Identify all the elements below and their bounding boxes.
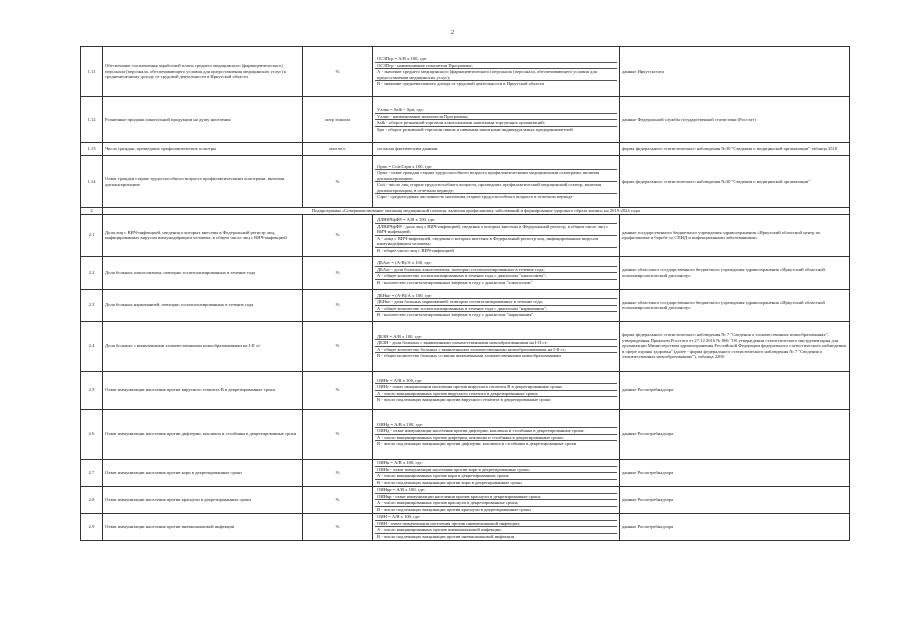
table-row <box>81 486 850 513</box>
formula-line: Sрп - оборот розничной торговли пивом и пивными напитками индивидуальных предпринимателей <box>377 126 573 132</box>
table-row <box>81 214 850 256</box>
table-row <box>81 513 850 540</box>
indicator-number: 2.4 <box>81 321 103 371</box>
indicator-number: 1.13 <box>81 143 103 156</box>
indicator-source: форма федерального статистического наблюдения №30 "Сведения о медицинской организации" таблица 2510 <box>620 143 850 156</box>
table-row <box>81 256 850 289</box>
indicator-unit: % <box>303 409 373 459</box>
indicator-unit: % <box>303 47 373 97</box>
formula-line: ОСЗПср = А/В х 100, где: <box>375 56 617 63</box>
formula-line: В - общее число лиц с ВИЧ-инфекцией <box>377 247 454 253</box>
formula-line: ОИН - охват иммунизации населения против пневмококковой инфекции; <box>375 521 617 528</box>
indicator-unit: % <box>303 486 373 513</box>
formula-line: ОИНкр - охват иммунизации населения против краснухи в декретированные сроки; <box>375 494 617 501</box>
indicator-source: форма федерального статистического наблюдения №30 "Сведения о медицинской организации" <box>620 156 850 208</box>
formula-line: В - общее количество больных со вновь выявленными злокачественными новообразованиями <box>377 353 561 358</box>
indicator-formula <box>373 371 620 409</box>
section-number: 2 <box>81 208 103 215</box>
indicator-name: Доля больных алкоголизмом, повторно госпитализированных в течение года <box>103 256 303 289</box>
formula-line: А - общее количество госпитализированных в течение года с диагнозом "наркомания"; <box>375 306 617 313</box>
table-row <box>81 321 850 371</box>
formula-line: ДБАлг = (А-В)/А х 100, где: <box>375 260 617 267</box>
indicator-unit: % <box>303 459 373 486</box>
formula-line: ОИНк - охват иммунизации населения против кори в декретированные сроки; <box>375 467 617 474</box>
indicator-formula <box>373 97 620 143</box>
indicator-source: данные Роспотребнадзора <box>620 371 850 409</box>
indicator-number: 2.3 <box>81 289 103 321</box>
formula-line: ОИНкр = А/В х 100, где: <box>375 487 617 494</box>
indicator-source: данные Роспотребнадзора <box>620 486 850 513</box>
indicator-source: данные областного государственного бюджетного учреждения здравоохранения «Иркутский областной психоневрологический диспансер» <box>620 256 850 289</box>
formula-line: Vалко = Salk ÷ Sрп, где: <box>375 107 617 114</box>
formula-line: В - число подлежащих вакцинации против кори в декретированные сроки <box>377 479 522 485</box>
indicator-unit: литр этанола <box>303 97 373 143</box>
indicator-number: 1.12 <box>81 97 103 143</box>
formula-line: согласно фактическим данным <box>377 146 438 152</box>
formula-line: Vалко - наименование показателя Программы; <box>375 114 617 121</box>
indicator-number: 2.1 <box>81 214 103 256</box>
indicator-name: Охват иммунизации населения против пневмококковой инфекции <box>103 513 303 540</box>
indicators-table <box>80 46 850 541</box>
formula-line: ОИНг - охват иммунизации населения против вирусного гепатита В в декретированные сроки; <box>375 384 617 391</box>
formula-line: А - общее количество больных с выявленными злокачественными новообразованиями на I-II ст; <box>375 347 617 354</box>
indicator-source: форма федерального статистического наблюдения № 7 "Сведения о злокачественных новообразованиях", утвержденная Приказом Росстата от 27.12.2016 № 866 "Об утверждении статистического инструментария для организации Министерством здравоохранения Российской Федерации федерального статистического наблюдения в сфере охраны здоровья" (далее - форма федерального статистического наблюдения № 7 "Сведения о злокачественных новообразованиях"), таблица 2200 <box>620 321 850 371</box>
indicator-source: данные Роспотребнадзора <box>620 409 850 459</box>
indicator-name: Охват иммунизации населения против дифтерии, коклюша и столбняка в декретированные сроки <box>103 409 303 459</box>
formula-line: Орпо = Сoit/Сзрп х 100, где: <box>375 164 617 171</box>
formula-line: ОИНд = А/В х 100, где: <box>375 422 617 429</box>
formula-line: ДЛВИЧфФР = А/В х 100, где: <box>375 217 617 224</box>
formula-line: ОИНк = А/В х 100, где: <box>375 460 617 467</box>
indicator-unit: % <box>303 156 373 208</box>
indicator-unit: % <box>303 289 373 321</box>
indicator-number: 2.5 <box>81 371 103 409</box>
formula-line: ОИНд - охват иммунизации населения против дифтерии, коклюша и столбняка в декретированные сроки; <box>375 428 617 435</box>
table-row <box>81 156 850 208</box>
formula-line: Орпо - охват граждан старше трудоспособного возраста профилактическими медицинскими осмотрами, включая диспансеризацию; <box>375 170 617 182</box>
table-row <box>81 143 850 156</box>
indicator-name: Розничные продажи алкогольной продукции на душу населения <box>103 97 303 143</box>
indicator-number: 2.2 <box>81 256 103 289</box>
indicator-number: 2.7 <box>81 459 103 486</box>
indicator-number: 2.9 <box>81 513 103 540</box>
formula-line: А - общее количество госпитализированных в течение года с диагнозом "алкоголизм"; <box>375 273 617 280</box>
indicator-name: Доля больных наркоманией, повторно госпитализированных в течение года <box>103 289 303 321</box>
formula-line: В - число подлежащих вакцинации против пневмококковой инфекции <box>377 533 515 539</box>
indicator-source: данные Роспотребнадзора <box>620 459 850 486</box>
indicator-number: 1.14 <box>81 156 103 208</box>
formula-line: ОИНг = А/В х 100, где: <box>375 378 617 385</box>
indicator-formula <box>373 143 620 156</box>
table-row <box>81 459 850 486</box>
indicator-formula <box>373 289 620 321</box>
indicator-number: 2.6 <box>81 409 103 459</box>
indicator-name: Число граждан, прошедших профилактические осмотры <box>103 143 303 156</box>
section-title: Подпрограмма «Совершенствование оказания медицинской помощи, включая профилактику заболеваний и формирование здорового образа жизни» на 2019-2024 годы <box>103 208 850 215</box>
indicator-unit: % <box>303 371 373 409</box>
formula-line: Salk - оборот розничной торговли алкогольными напитками торгующих организаций; <box>375 120 617 127</box>
indicator-name: Доля больных с выявленными злокачественными новообразованиями на I-II ст. <box>103 321 303 371</box>
indicator-source: данные Иркутскстата <box>620 47 850 97</box>
formula-line: В - значение среднемесячного дохода от трудовой деятельности в Иркутской области <box>377 81 545 87</box>
indicator-number: 2.8 <box>81 486 103 513</box>
indicator-unit: % <box>303 214 373 256</box>
formula-line: А - лица с ВИЧ-инфекцией, сведения о которых внесены в Федеральный регистр лиц, инфицированных вирусом иммунодефицита человека; <box>375 236 617 248</box>
indicator-number: 1.11 <box>81 47 103 97</box>
formula-line: ДБЗН = А/В х 100, где: <box>375 334 617 341</box>
formula-line: ОИН = А/В х 100, где: <box>375 514 617 521</box>
indicator-unit: % <box>303 321 373 371</box>
indicator-unit: % <box>303 256 373 289</box>
formula-line: В - число подлежащих вакцинации против краснухи в декретированные сроки <box>377 506 531 512</box>
formula-line: Сзрп - среднегодовая численность населения старше трудоспособного возраста в отчетном периоде <box>377 194 573 199</box>
indicator-formula <box>373 486 620 513</box>
indicator-formula <box>373 214 620 256</box>
indicator-name: Доля лиц с ВИЧ-инфекцией, сведения о которых внесены в Федеральный регистр лиц, инфицированных вирусом иммунодефицита человека, в общем числе лиц с ВИЧ-инфекцией <box>103 214 303 256</box>
formula-line: В - число подлежащих вакцинации против дифтерии, коклюша и столбняка в декретированные сроки <box>377 441 577 446</box>
formula-line: ДБНнг = (А-В)/А х 100, где: <box>375 293 617 300</box>
indicator-source: данные Роспотребнадзора <box>620 513 850 540</box>
table-row <box>81 409 850 459</box>
indicator-formula <box>373 459 620 486</box>
table-row <box>81 371 850 409</box>
formula-line: А - значение среднего медицинского (фармацевтического) персонала (персонала, обеспечивающего условия для предоставления медицинских услуг); <box>375 69 617 81</box>
formula-line: ДБЗН - доля больных с выявленными злокачественными новообразованиями на I-II ст; <box>375 340 617 347</box>
formula-line: В - количество госпитализированных впервые в году с диагнозом "алкоголизм" <box>377 279 533 285</box>
formula-line: ДБНнг - доля больных наркоманией, повторно госпитализированных в течение года; <box>375 299 617 306</box>
indicator-formula <box>373 256 620 289</box>
formula-line: ДБАлг - доля больных алкоголизмом, повторно госпитализированных в течение года; <box>375 267 617 274</box>
indicator-name: Обеспечение соотношения заработной платы среднего медицинского (фармацевтического) персонала (персонала, обеспечивающего условия для предоставления медицинских услуг) к среднемесячному доходу от трудовой деятельности в Иркутской области <box>103 47 303 97</box>
page-number: 2 <box>451 30 454 36</box>
indicator-unit: % <box>303 513 373 540</box>
formula-line: Сoit - число лиц старше трудоспособного возраста, прошедших профилактический медицинский осмотр, включая диспансеризацию, в отчетном периоде; <box>375 182 617 194</box>
indicator-formula <box>373 409 620 459</box>
table-row <box>81 289 850 321</box>
indicator-name: Охват иммунизации населения против вирусного гепатита В в декретированные сроки <box>103 371 303 409</box>
indicator-formula <box>373 47 620 97</box>
indicator-name: Охват иммунизации населения против кори в декретированные сроки <box>103 459 303 486</box>
indicator-source: данные Федеральной службы государственной статистики (Росстат) <box>620 97 850 143</box>
formula-line: А - число вакцинированных против вирусного гепатита в декретированные сроки; <box>375 391 617 398</box>
indicator-name: Охват граждан старше трудоспособного возраста профилактическими осмотрами, включая диспансеризацию <box>103 156 303 208</box>
formula-line: В - количество госпитализированных впервые в году с диагнозом "наркомания" <box>377 312 534 317</box>
indicator-formula <box>373 156 620 208</box>
formula-line: А - число вакцинированных против кори в декретированные сроки; <box>375 473 617 480</box>
indicator-source: данные государственного бюджетного учреждения здравоохранения «Иркутский областной центр по профилактике и борьбе со СПИД и инфекционными заболеваниями» <box>620 214 850 256</box>
formula-line: В - число подлежащих вакцинации против вирусного гепатита в декретированные сроки <box>377 397 551 402</box>
indicator-formula <box>373 321 620 371</box>
indicator-formula <box>373 513 620 540</box>
formula-line: ОСЗПср - наименование показателя Программы; <box>375 63 617 70</box>
formula-line: А - число вакцинированных против дифтерии, коклюша и столбняка в декретированные сроки; <box>375 435 617 442</box>
formula-line: А - число вакцинированных против краснухи в декретированные сроки; <box>375 500 617 507</box>
formula-line: А - число вакцинированных против пневмококковой инфекции; <box>375 527 617 534</box>
indicator-source: данные областного государственного бюджетного учреждения здравоохранения «Иркутский областной психоневрологический диспансер» <box>620 289 850 321</box>
indicator-unit: млн чел. <box>303 143 373 156</box>
table-row <box>81 47 850 97</box>
formula-line: ДЛВИЧфФР - доля лиц с ВИЧ-инфекцией, сведения о которых внесены в Федеральный регистр, в общем числе лиц с ВИЧ-инфекцией; <box>375 224 617 236</box>
table-row <box>81 97 850 143</box>
indicator-name: Охват иммунизации населения против краснухи в декретированные сроки <box>103 486 303 513</box>
